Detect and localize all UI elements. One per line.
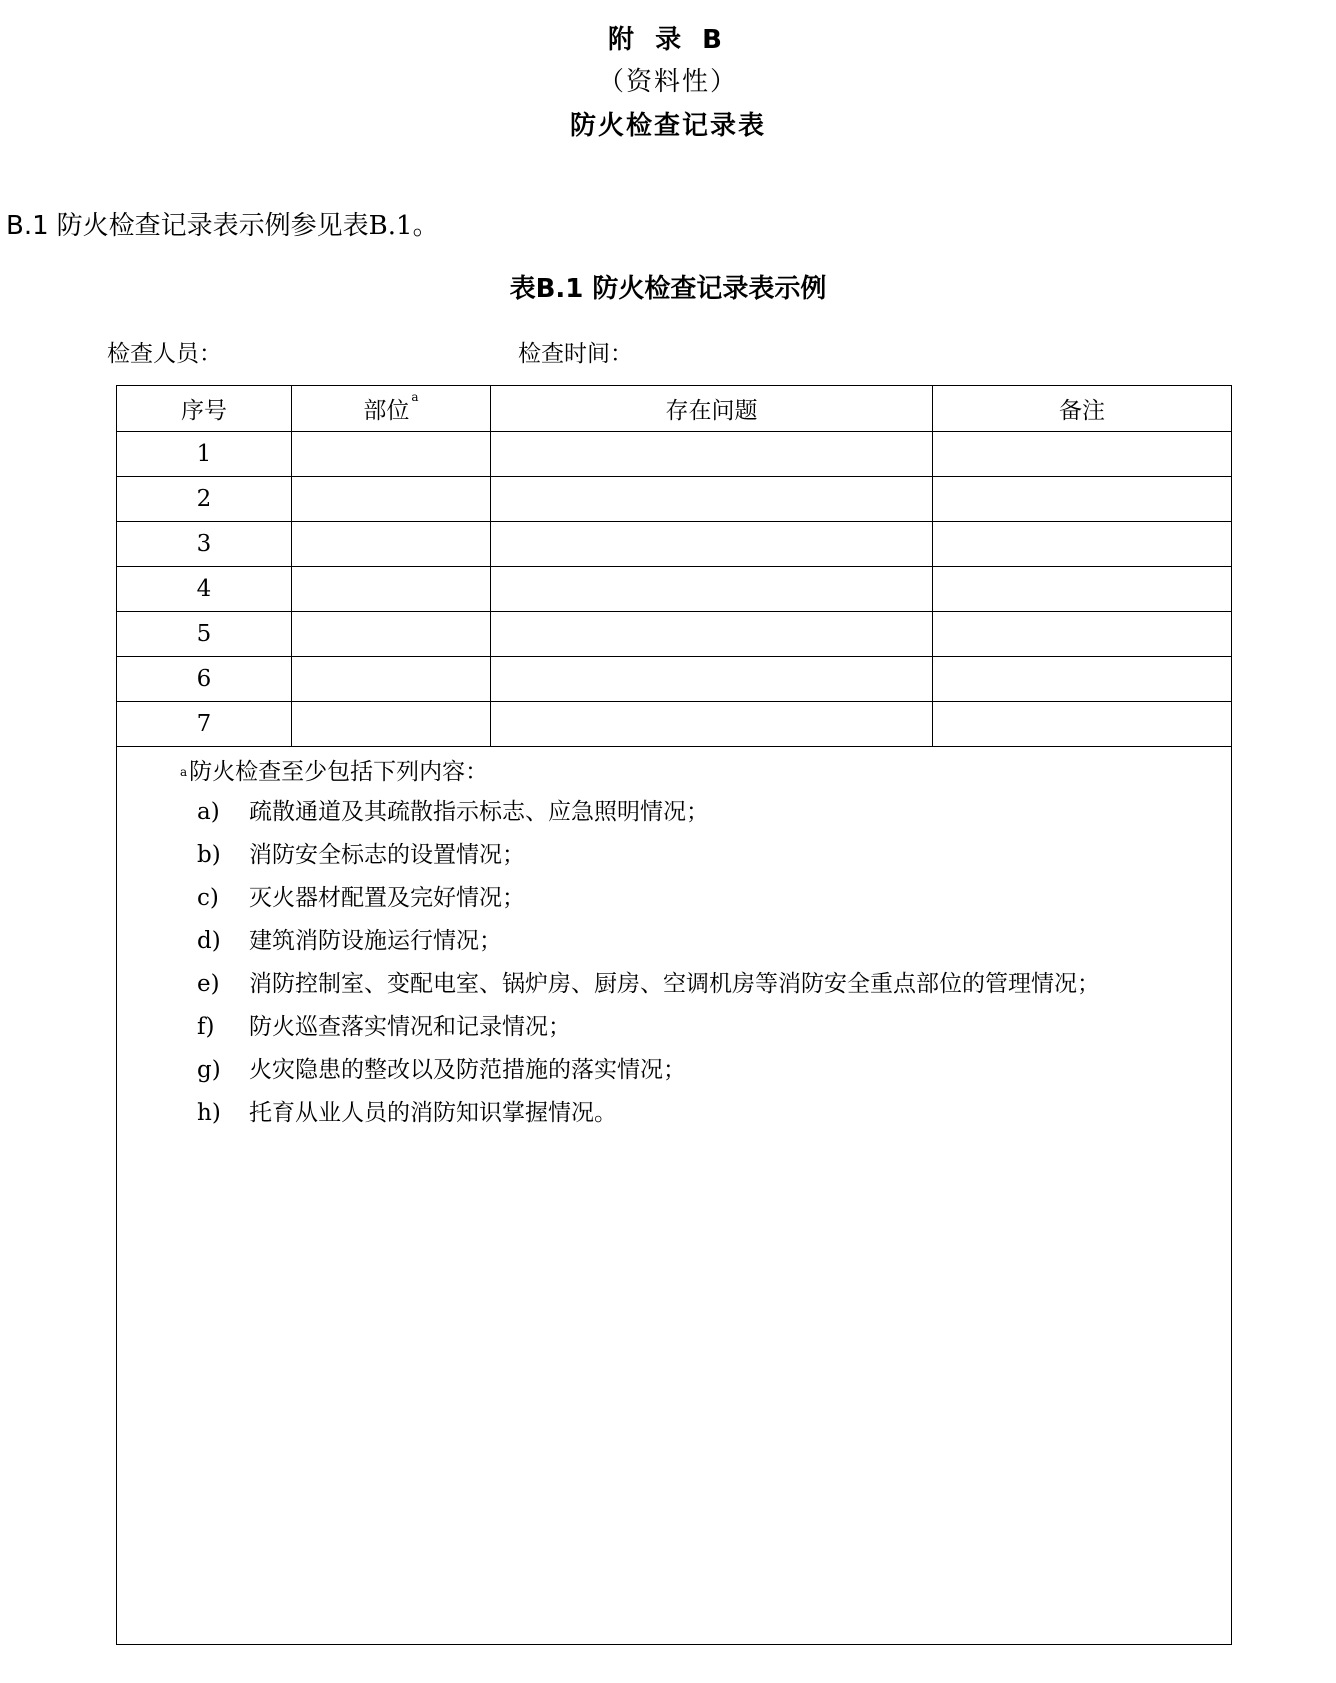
- footnote-marker: a: [180, 765, 188, 779]
- footnote-intro-text: 防火检查至少包括下列内容：: [189, 759, 489, 785]
- row-seq: 7: [117, 702, 292, 747]
- row-seq: 3: [117, 522, 292, 567]
- row-note-cell[interactable]: [933, 477, 1232, 522]
- table-row: [117, 567, 1232, 612]
- clause-text: 防火检查记录表示例参见表B.1。: [56, 211, 439, 241]
- row-note-cell[interactable]: [933, 657, 1232, 702]
- header-part: [292, 386, 491, 432]
- row-problem-cell[interactable]: [491, 432, 933, 477]
- list-item-text: 托育从业人员的消防知识掌握情况。: [249, 1100, 617, 1126]
- clause-b1: [6, 210, 439, 242]
- list-item: [117, 920, 1231, 963]
- row-problem-cell[interactable]: [491, 702, 933, 747]
- row-part-cell[interactable]: [292, 567, 491, 612]
- fire-inspection-record-table: [116, 385, 1232, 1645]
- list-item: [117, 834, 1231, 877]
- row-problem-cell[interactable]: [491, 612, 933, 657]
- list-item-marker: e): [197, 971, 220, 997]
- footnote-list: [117, 791, 1231, 1135]
- appendix-nature: （资料性）: [597, 67, 738, 97]
- row-part-cell[interactable]: [292, 522, 491, 567]
- list-item-text: 消防控制室、变配电室、锅炉房、厨房、空调机房等消防安全重点部位的管理情况；: [249, 971, 1100, 997]
- header-part-footnote-marker: a: [411, 390, 419, 404]
- header-part-label: 部位: [363, 398, 410, 424]
- row-part-cell[interactable]: [292, 477, 491, 522]
- row-problem-cell[interactable]: [491, 477, 933, 522]
- list-item: [117, 1006, 1231, 1049]
- list-item: [117, 963, 1231, 1006]
- row-part-cell[interactable]: [292, 612, 491, 657]
- row-problem-cell[interactable]: [491, 567, 933, 612]
- table-row: [117, 522, 1232, 567]
- row-problem-cell[interactable]: [491, 657, 933, 702]
- list-item-marker: g): [197, 1057, 221, 1083]
- header-note: 备注: [933, 386, 1232, 432]
- row-seq: 5: [117, 612, 292, 657]
- appendix-title: 防火检查记录表: [569, 111, 766, 141]
- header-seq: 序号: [117, 386, 292, 432]
- list-item: [117, 1049, 1231, 1092]
- list-item-text: 灭火器材配置及完好情况；: [249, 885, 525, 911]
- list-item-marker: a): [197, 799, 220, 825]
- inspector-label: 检查人员：: [107, 341, 222, 367]
- table-row: [117, 612, 1232, 657]
- list-item-text: 防火巡查落实情况和记录情况；: [249, 1014, 571, 1040]
- row-note-cell[interactable]: [933, 612, 1232, 657]
- row-seq: 1: [117, 432, 292, 477]
- table-footnote-cell: [117, 747, 1232, 1645]
- header-problem: 存在问题: [491, 386, 933, 432]
- table-footnote-row: [117, 747, 1232, 1645]
- row-seq: 6: [117, 657, 292, 702]
- row-note-cell[interactable]: [933, 432, 1232, 477]
- row-note-cell[interactable]: [933, 702, 1232, 747]
- row-seq: 4: [117, 567, 292, 612]
- table-row: [117, 477, 1232, 522]
- list-item-marker: h): [197, 1100, 221, 1126]
- row-problem-cell[interactable]: [491, 522, 933, 567]
- list-item-text: 建筑消防设施运行情况；: [249, 928, 502, 954]
- row-part-cell[interactable]: [292, 432, 491, 477]
- footnote-intro: [180, 757, 1231, 791]
- table-caption: 表B.1 防火检查记录表示例: [509, 274, 827, 304]
- list-item-marker: d): [197, 928, 221, 954]
- list-item-marker: f): [197, 1014, 215, 1040]
- table-row: [117, 432, 1232, 477]
- table-row: [117, 657, 1232, 702]
- clause-number: B.1: [6, 211, 49, 241]
- row-note-cell[interactable]: [933, 522, 1232, 567]
- row-note-cell[interactable]: [933, 567, 1232, 612]
- appendix-label: 附 录 B: [608, 25, 728, 55]
- list-item-text: 疏散通道及其疏散指示标志、应急照明情况；: [249, 799, 709, 825]
- row-part-cell[interactable]: [292, 702, 491, 747]
- list-item: [117, 877, 1231, 920]
- inspection-time-label: 检查时间：: [518, 341, 633, 367]
- list-item-text: 消防安全标志的设置情况；: [249, 842, 525, 868]
- list-item-marker: c): [197, 885, 219, 911]
- list-item: [117, 1092, 1231, 1135]
- row-seq: 2: [117, 477, 292, 522]
- list-item-marker: b): [197, 842, 221, 868]
- row-part-cell[interactable]: [292, 657, 491, 702]
- list-item-text: 火灾隐患的整改以及防范措施的落实情况；: [249, 1057, 686, 1083]
- table-header-row: [117, 386, 1232, 432]
- table-row: [117, 702, 1232, 747]
- list-item: [117, 791, 1231, 834]
